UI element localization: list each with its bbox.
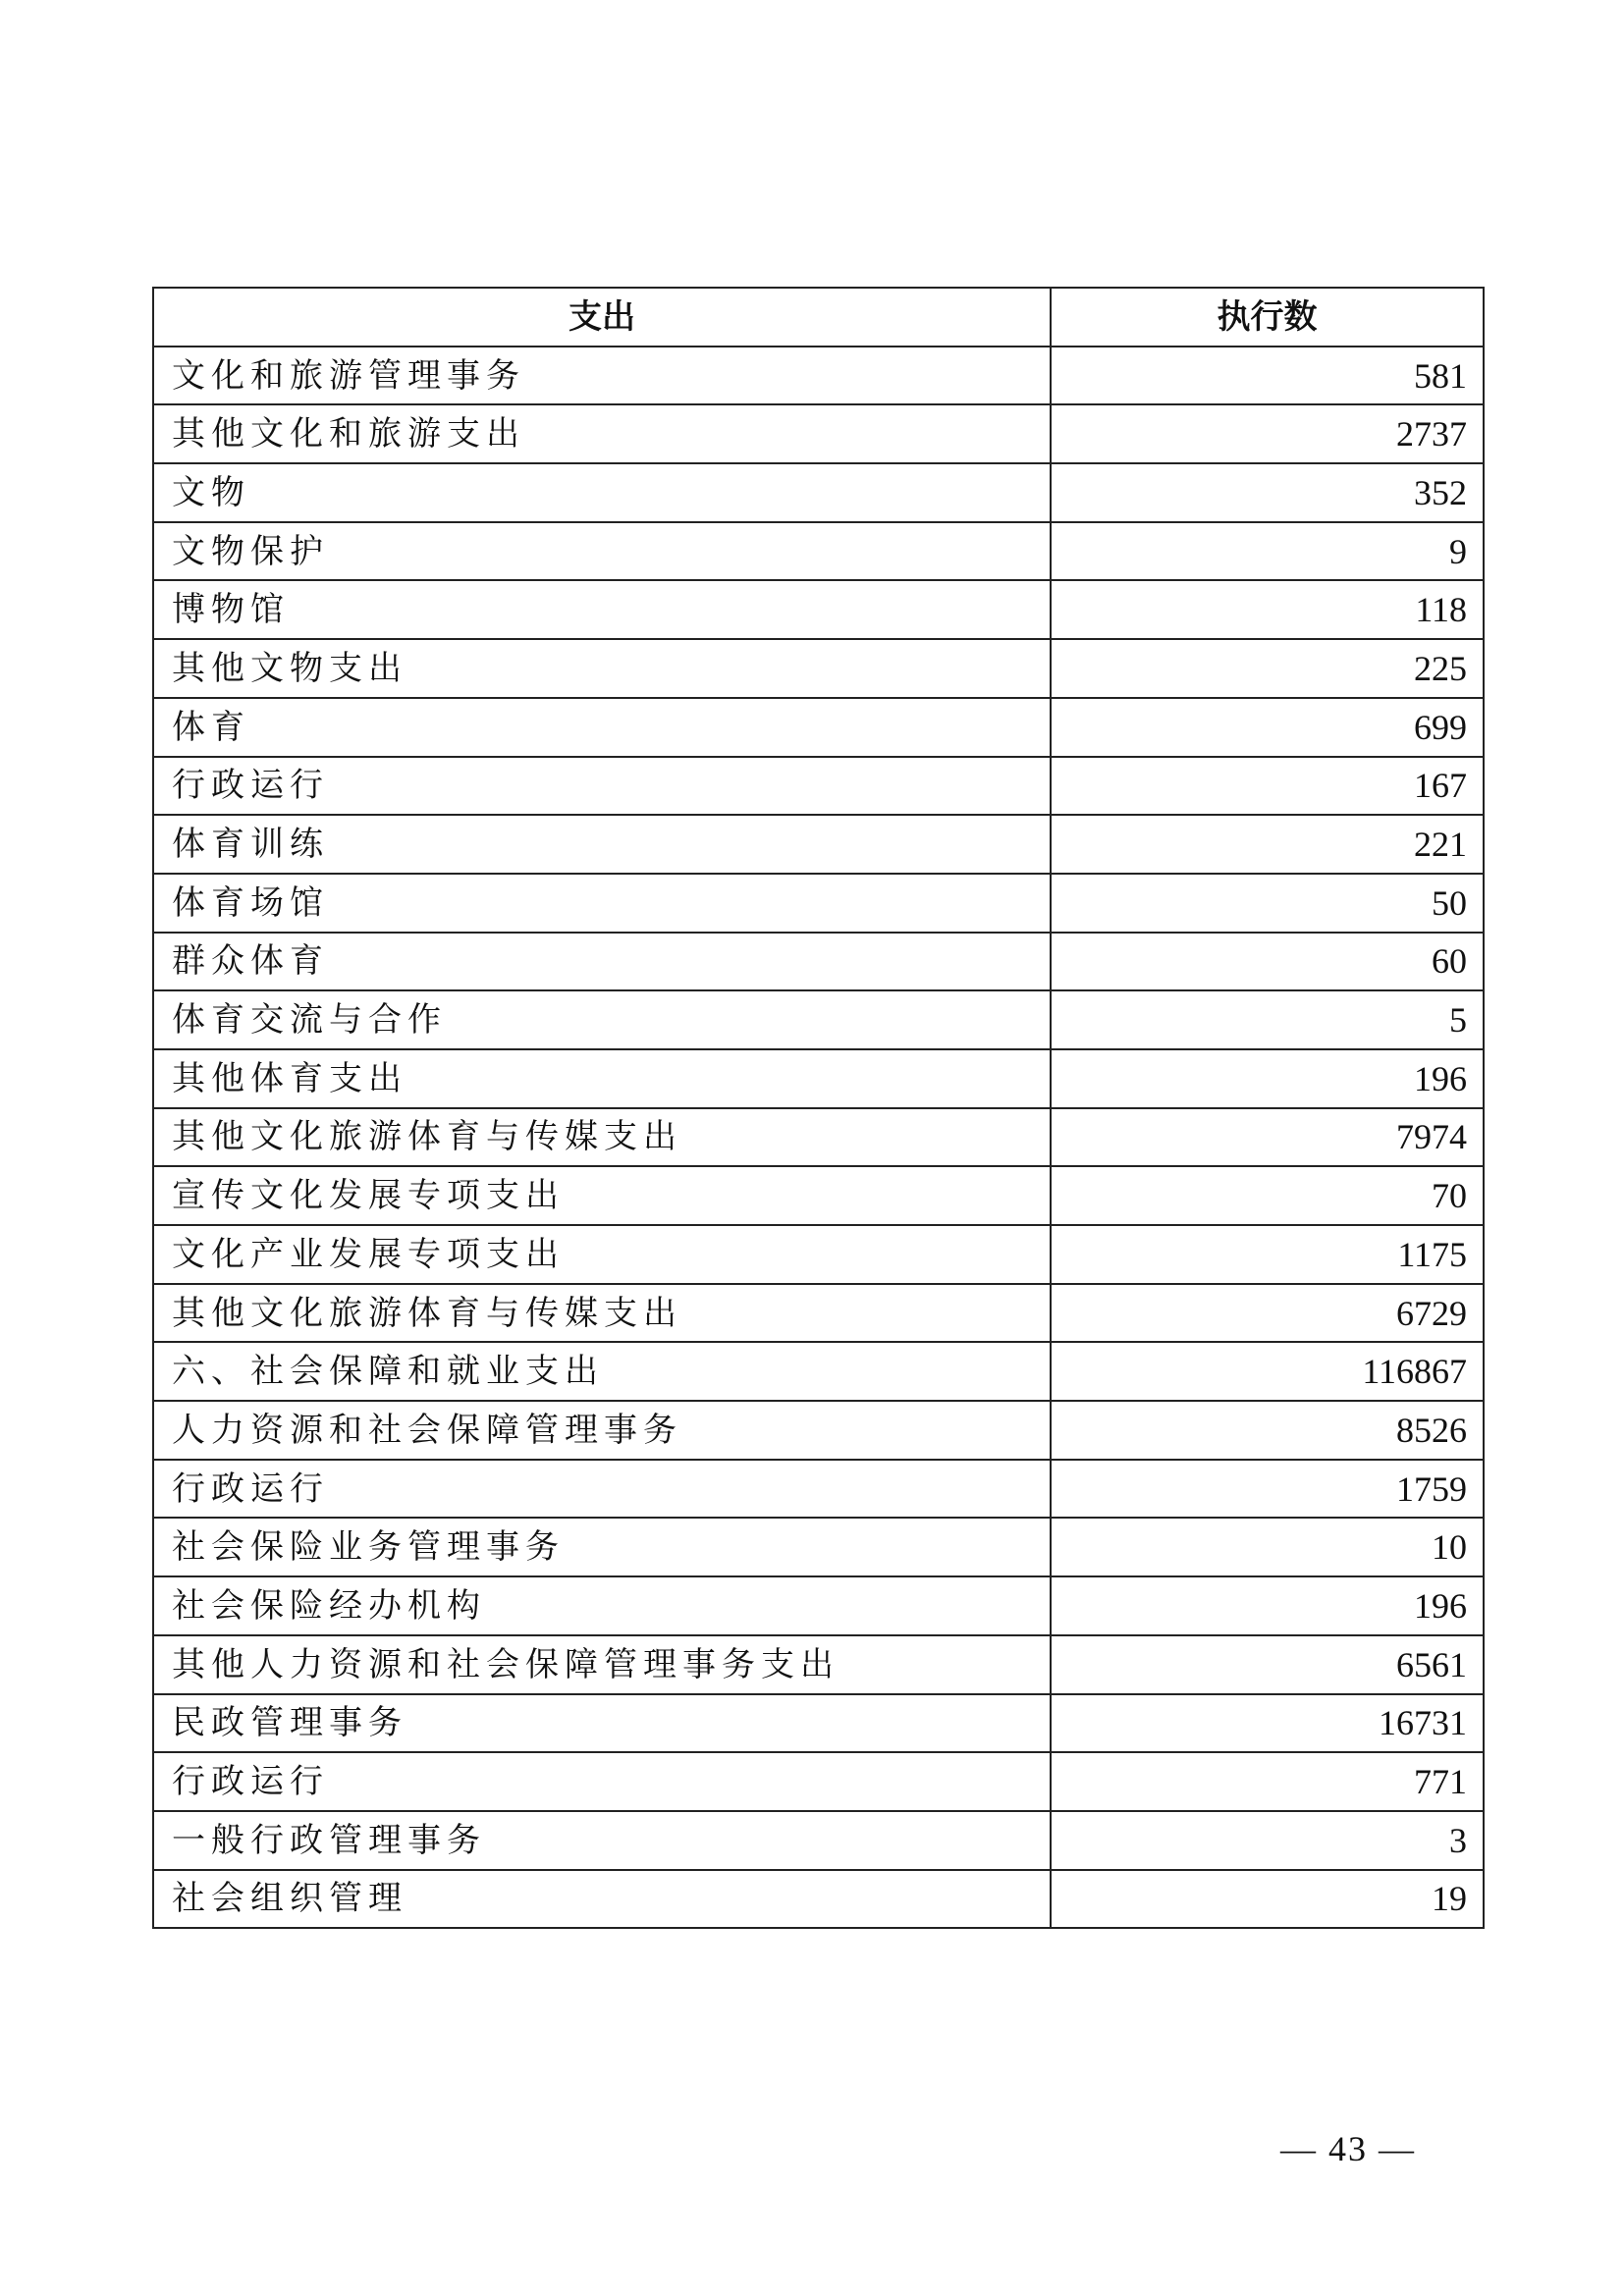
executed-amount: 225 bbox=[1051, 639, 1484, 698]
executed-amount: 699 bbox=[1051, 698, 1484, 757]
expenditure-item-name: 体育交流与合作 bbox=[153, 990, 1051, 1049]
expenditure-item-name: 社会保险经办机构 bbox=[153, 1576, 1051, 1635]
table-row bbox=[153, 933, 1484, 991]
expenditure-item-name: 其他文化和旅游支出 bbox=[153, 404, 1051, 463]
executed-amount: 3 bbox=[1051, 1811, 1484, 1870]
executed-amount: 60 bbox=[1051, 933, 1484, 991]
executed-amount: 8526 bbox=[1051, 1401, 1484, 1460]
expenditure-item-name: 民政管理事务 bbox=[153, 1694, 1051, 1753]
table-header-row bbox=[153, 288, 1484, 347]
executed-amount: 6561 bbox=[1051, 1635, 1484, 1694]
table-row bbox=[153, 580, 1484, 639]
executed-amount: 10 bbox=[1051, 1518, 1484, 1576]
executed-amount: 1175 bbox=[1051, 1225, 1484, 1284]
executed-amount: 352 bbox=[1051, 463, 1484, 522]
table-row bbox=[153, 1284, 1484, 1343]
executed-amount: 19 bbox=[1051, 1870, 1484, 1929]
table-row bbox=[153, 1108, 1484, 1167]
expenditure-item-name: 其他文化旅游体育与传媒支出 bbox=[153, 1108, 1051, 1167]
expenditure-item-name: 其他人力资源和社会保障管理事务支出 bbox=[153, 1635, 1051, 1694]
executed-amount: 6729 bbox=[1051, 1284, 1484, 1343]
expenditure-item-name: 博物馆 bbox=[153, 580, 1051, 639]
expenditure-item-name: 一般行政管理事务 bbox=[153, 1811, 1051, 1870]
table-row bbox=[153, 815, 1484, 874]
expenditure-item-name: 行政运行 bbox=[153, 1460, 1051, 1519]
table-row bbox=[153, 463, 1484, 522]
table-row bbox=[153, 639, 1484, 698]
table-row bbox=[153, 1576, 1484, 1635]
header-expenditure: 支出 bbox=[153, 288, 1051, 347]
table-row bbox=[153, 757, 1484, 816]
expenditure-item-name: 人力资源和社会保障管理事务 bbox=[153, 1401, 1051, 1460]
executed-amount: 116867 bbox=[1051, 1342, 1484, 1401]
expenditure-item-name: 社会保险业务管理事务 bbox=[153, 1518, 1051, 1576]
expenditure-item-name: 文化产业发展专项支出 bbox=[153, 1225, 1051, 1284]
table-row bbox=[153, 347, 1484, 405]
expenditure-table-container bbox=[152, 287, 1483, 1929]
executed-amount: 771 bbox=[1051, 1752, 1484, 1811]
table-row bbox=[153, 874, 1484, 933]
executed-amount: 2737 bbox=[1051, 404, 1484, 463]
expenditure-item-name: 文化和旅游管理事务 bbox=[153, 347, 1051, 405]
executed-amount: 196 bbox=[1051, 1049, 1484, 1108]
expenditure-item-name: 文物 bbox=[153, 463, 1051, 522]
executed-amount: 70 bbox=[1051, 1166, 1484, 1225]
table-row bbox=[153, 1049, 1484, 1108]
table-row bbox=[153, 1166, 1484, 1225]
executed-amount: 196 bbox=[1051, 1576, 1484, 1635]
executed-amount: 16731 bbox=[1051, 1694, 1484, 1753]
executed-amount: 1759 bbox=[1051, 1460, 1484, 1519]
executed-amount: 50 bbox=[1051, 874, 1484, 933]
expenditure-item-name: 其他体育支出 bbox=[153, 1049, 1051, 1108]
executed-amount: 581 bbox=[1051, 347, 1484, 405]
table-row bbox=[153, 1811, 1484, 1870]
expenditure-item-name: 体育 bbox=[153, 698, 1051, 757]
expenditure-item-name: 社会组织管理 bbox=[153, 1870, 1051, 1929]
expenditure-item-name: 文物保护 bbox=[153, 522, 1051, 581]
executed-amount: 5 bbox=[1051, 990, 1484, 1049]
expenditure-item-name: 体育场馆 bbox=[153, 874, 1051, 933]
table-body bbox=[153, 347, 1484, 1929]
executed-amount: 167 bbox=[1051, 757, 1484, 816]
executed-amount: 9 bbox=[1051, 522, 1484, 581]
table-row bbox=[153, 1460, 1484, 1519]
page-number: — 43 — bbox=[1280, 2129, 1416, 2168]
expenditure-item-name: 体育训练 bbox=[153, 815, 1051, 874]
table-row bbox=[153, 1635, 1484, 1694]
table-row bbox=[153, 1342, 1484, 1401]
table-row bbox=[153, 1752, 1484, 1811]
table-row bbox=[153, 698, 1484, 757]
table-row bbox=[153, 404, 1484, 463]
expenditure-table bbox=[152, 287, 1485, 1929]
table-row bbox=[153, 1870, 1484, 1929]
expenditure-item-name: 六、社会保障和就业支出 bbox=[153, 1342, 1051, 1401]
expenditure-item-name: 其他文物支出 bbox=[153, 639, 1051, 698]
expenditure-item-name: 行政运行 bbox=[153, 1752, 1051, 1811]
table-row bbox=[153, 522, 1484, 581]
expenditure-item-name: 行政运行 bbox=[153, 757, 1051, 816]
table-row bbox=[153, 1694, 1484, 1753]
table-row bbox=[153, 1225, 1484, 1284]
expenditure-item-name: 宣传文化发展专项支出 bbox=[153, 1166, 1051, 1225]
expenditure-item-name: 其他文化旅游体育与传媒支出 bbox=[153, 1284, 1051, 1343]
table-row bbox=[153, 990, 1484, 1049]
executed-amount: 118 bbox=[1051, 580, 1484, 639]
table-row bbox=[153, 1518, 1484, 1576]
executed-amount: 7974 bbox=[1051, 1108, 1484, 1167]
header-executed-amount: 执行数 bbox=[1051, 288, 1484, 347]
table-row bbox=[153, 1401, 1484, 1460]
expenditure-item-name: 群众体育 bbox=[153, 933, 1051, 991]
executed-amount: 221 bbox=[1051, 815, 1484, 874]
